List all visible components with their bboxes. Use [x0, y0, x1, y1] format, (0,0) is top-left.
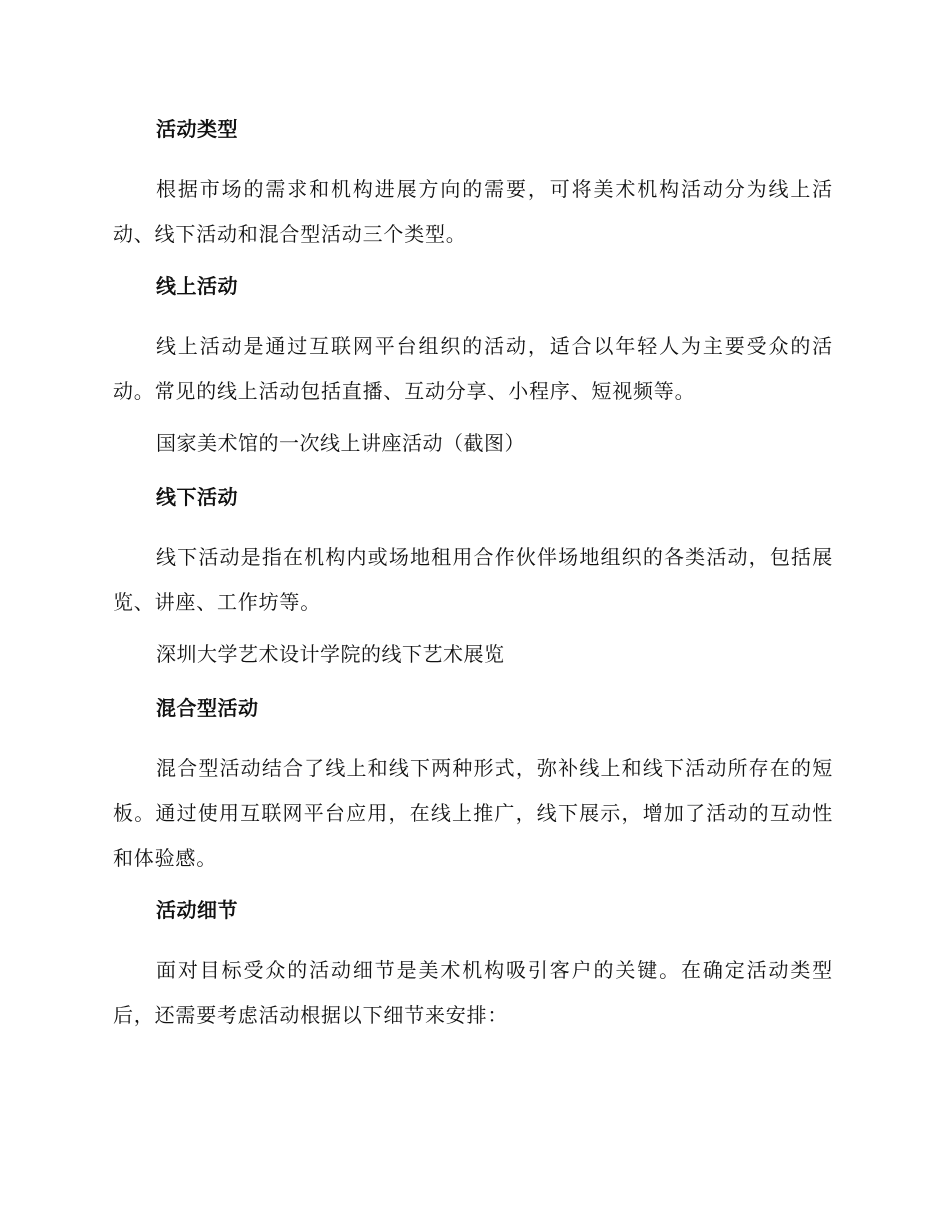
figure-caption-offline: 深圳大学艺术设计学院的线下艺术展览 — [156, 642, 505, 666]
section-paragraph-activity-types: 根据市场的需求和机构进展方向的需要，可将美术机构活动分为线上活动、线下活动和混合型活动三个类型。 — [113, 177, 833, 246]
section-paragraph-hybrid: 混合型活动结合了线上和线下两种形式，弥补线上和线下活动所存在的短板。通过使用互联网平台应用，在线上推广，线下展示，增加了活动的互动性和体验感。 — [113, 756, 833, 870]
document-body — [113, 112, 833, 1038]
section-heading-offline: 线下活动 — [156, 485, 238, 509]
section-paragraph-details: 面对目标受众的活动细节是美术机构吸引客户的关键。在确定活动类型后，还需要考虑活动根据以下细节来安排： — [113, 958, 833, 1027]
figure-caption-online: 国家美术馆的一次线上讲座活动（截图） — [156, 431, 525, 455]
section-heading-online: 线上活动 — [156, 274, 238, 298]
section-heading-details: 活动细节 — [156, 898, 238, 922]
section-heading-hybrid: 混合型活动 — [156, 696, 259, 720]
section-paragraph-offline: 线下活动是指在机构内或场地租用合作伙伴场地组织的各类活动，包括展览、讲座、工作坊等。 — [113, 545, 833, 614]
section-paragraph-online: 线上活动是通过互联网平台组织的活动，适合以年轻人为主要受众的活动。常见的线上活动包括直播、互动分享、小程序、短视频等。 — [113, 334, 833, 403]
section-heading-activity-types: 活动类型 — [156, 117, 238, 141]
